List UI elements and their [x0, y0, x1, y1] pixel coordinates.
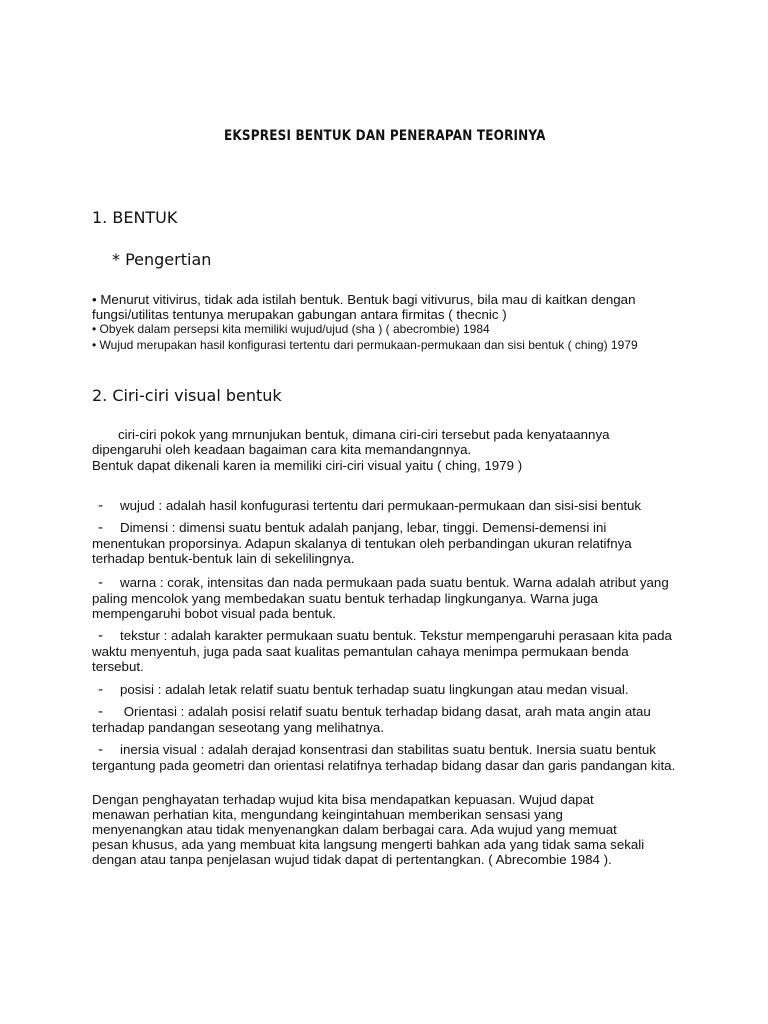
- list-item-orientasi: [92, 704, 682, 735]
- dash-marker: -: [98, 519, 103, 536]
- dash-marker: -: [98, 681, 103, 698]
- list-item-posisi: [92, 682, 682, 698]
- list-item-warna: [92, 575, 682, 622]
- list-item-text: inersia visual : adalah derajad konsentrasi dan stabilitas suatu bentuk. Inersia suatu bentuk tergantung pada geometri dan orientasi relatifnya terhadap bidang dasar dan garis pandangan kita.: [92, 742, 676, 773]
- dash-marker: -: [98, 497, 103, 514]
- dash-marker: -: [98, 574, 103, 591]
- list-item-text: wujud : adalah hasil konfugurasi tertentu dari permukaan-permukaan dan sisi-sisi bentuk: [120, 498, 642, 513]
- dash-marker: -: [98, 627, 103, 644]
- list-item-text: warna : corak, intensitas dan nada permukaan pada suatu bentuk. Warna adalah atribut yang paling mencolok yang membedakan suatu bentuk terhadap lingkunganya. Warna juga mempengaruhi bobot visual pada bentuk.: [92, 575, 669, 621]
- list-item-wujud: [92, 498, 682, 514]
- list-item-inersia: [92, 742, 682, 773]
- section-heading-ciri-visual: 2. Ciri-ciri visual bentuk: [92, 386, 282, 405]
- list-item-tekstur: [92, 628, 682, 675]
- document-title: EKSPRESI BENTUK DAN PENERAPAN TEORINYA: [224, 128, 546, 144]
- list-item-text: Dimensi : dimensi suatu bentuk adalah panjang, lebar, tinggi. Demensi-demensi ini menentukan proporsinya. Adapun skalanya di tentukan oleh perbandingan ukuran relatifnya terhadap bentuk-bentuk lain di sekelilingnya.: [92, 520, 632, 566]
- paragraph-vitivirus: • Menurut vitivirus, tidak ada istilah bentuk. Bentuk bagi vitivurus, bila mau di kaitkan dengan fungsi/utilitas tentunya merupakan gabungan antara firmitas ( thecnic ): [92, 292, 636, 322]
- list-item-text: tekstur : adalah karakter permukaan suatu bentuk. Tekstur mempengaruhi perasaan kita pada waktu menyentuh, juga pada saat kualitas pemantulan cahaya menimpa permukaan benda tersebut.: [92, 628, 672, 674]
- list-item-dimensi: [92, 520, 682, 567]
- dash-marker: -: [98, 741, 103, 758]
- list-item-text: Orientasi : adalah posisi relatif suatu bentuk terhadap bidang dasat, arah mata angin atau terhadap pandangan seseotang yang melihatnya.: [92, 704, 651, 735]
- paragraph-ciri-pokok: ciri-ciri pokok yang mrnunjukan bentuk, dimana ciri-ciri tersebut pada kenyataannya dipengaruhi oleh keadaan bagaiman cara kita memandangnnya.: [92, 427, 610, 457]
- paragraph-bentuk-dikenali: Bentuk dapat dikenali karen ia memiliki ciri-ciri visual yaitu ( ching, 1979 ): [92, 458, 523, 473]
- dash-marker: -: [98, 703, 103, 720]
- section-heading-bentuk: 1. BENTUK: [92, 208, 178, 227]
- paragraph-wujud: • Wujud merupakan hasil konfigurasi tertentu dari permukaan-permukaan dan sisi bentuk ( ching) 1979: [92, 338, 638, 352]
- paragraph-obyek: • Obyek dalam persepsi kita memiliki wujud/ujud (sha ) ( abecrombie) 1984: [92, 322, 490, 336]
- paragraph-closing: Dengan penghayatan terhadap wujud kita bisa mendapatkan kepuasan. Wujud dapat menawan perhatian kita, mengundang keingintahuan memberikan sensasi yang menyenangkan atau tidak menyenangkan dalam berbagai cara. Ada wujud yang memuat pesan khusus, ada yang membuat kita langsung mengerti bahkan ada yang tidak sama sekali dengan atau tanpa penjelasan wujud tidak dapat di pertentangkan. ( Abrecombie 1984 ).: [92, 792, 645, 867]
- list-item-text: posisi : adalah letak relatif suatu bentuk terhadap suatu lingkungan atau medan visual.: [120, 682, 629, 697]
- subheading-pengertian: * Pengertian: [112, 250, 212, 269]
